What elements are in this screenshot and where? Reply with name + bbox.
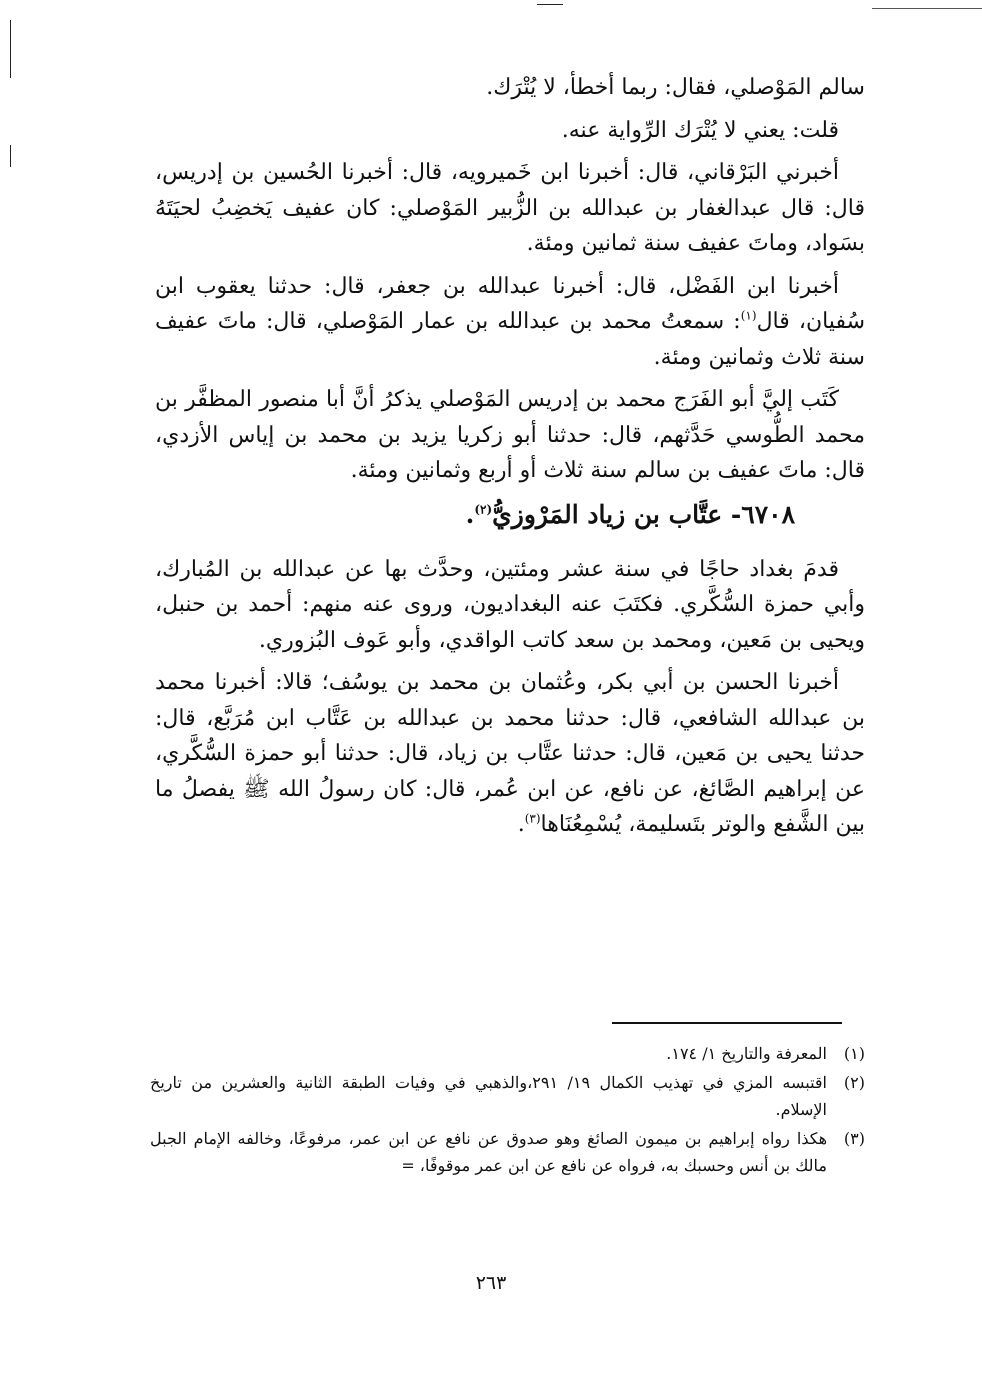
paragraph <box>155 269 865 376</box>
scan-artifact <box>10 145 11 167</box>
footnote-ref: (١) <box>740 308 757 323</box>
footnote-number: (١) <box>843 1044 865 1063</box>
paragraph: سالم المَوْصلي، فقال: ربما أخطأ، لا يُتْرَك. <box>486 75 865 100</box>
footnote <box>150 1125 865 1179</box>
footnote <box>150 1069 865 1123</box>
footnote-divider <box>612 1022 842 1024</box>
entry-heading <box>155 496 865 534</box>
scan-artifact <box>872 8 982 9</box>
heading-text: ٦٧٠٨- عتَّاب بن زياد المَرْوزيُّ <box>492 499 795 529</box>
footnote-text: المعرفة والتاريخ ١/ ١٧٤. <box>666 1044 827 1063</box>
paragraph: قدمَ بغداد حاجًا في سنة عشر ومئتين، وحدَّث بها عن عبدالله بن المُبارك، وأبي حمزة السُّكَّري. فكتَبَ عنه البغداديون، وروى عنه منهم: أحمد بن حنبل، ويحيى بن مَعين، ومحمد بن سعد كاتب الواقدي، وأبو عَوف البُزوري. <box>155 556 865 653</box>
footnote-text: هكذا رواه إبراهيم بن ميمون الصائغ وهو صدوق عن نافع عن ابن عمر، مرفوعًا، وخالفه الإمام الجبل مالك بن أنس وحسبك به، فرواه عن نافع عن ابن عمر موقوفًا، = <box>150 1129 827 1175</box>
main-text <box>155 70 865 850</box>
paragraph <box>155 665 865 843</box>
footnote-ref: (٢) <box>474 502 493 517</box>
paragraph-text: أخبرنا الحسن بن أبي بكر، وعُثمان بن محمد بن يوسُف؛ قالا: أخبرنا محمد بن عبدالله الشافعي، قال: حدثنا محمد بن عبدالله بن عَتَّاب ابن مُرَبَّع، قال: حدثنا يحيى بن مَعين، قال: حدثنا عتَّاب بن زياد، قال: حدثنا أبو حمزة السُّكَّري، عن إبراهيم الصَّائغ، عن نافع، عن ابن عُمر، قال: كان رسولُ الله ﷺ يفصلُ ما بين الشَّفع والوتر بتَسليمة، يُسْمِعُنَاها <box>155 670 865 837</box>
footnote-text: اقتبسه المزي في تهذيب الكمال ١٩/ ٢٩١،والذهبي في وفيات الطبقة الثانية والعشرين من تاريخ الإسلام. <box>150 1073 827 1119</box>
footnote-ref: (٣) <box>524 811 541 826</box>
footnote-number: (٣) <box>843 1129 865 1148</box>
heading-end: . <box>465 499 475 529</box>
paragraph: كَتَب إليَّ أبو الفَرَج محمد بن إدريس المَوْصلي يذكرُ أنَّ أبا منصور المظفَّر بن محمد الطُّوسي حَدَّثهم، قال: حدثنا أبو زكريا يزيد بن محمد بن إياس الأزدي، قال: ماتَ عفيف بن سالم سنة ثلاث أو أربع وثمانين ومئة. <box>155 387 865 483</box>
footnote-number: (٢) <box>843 1073 865 1092</box>
paragraph: أخبرني البَرْقاني، قال: أخبرنا ابن خَميرويه، قال: أخبرنا الحُسين بن إدريس، قال: قال عبدالغفار بن عبدالله بن الزُّبير المَوْصلي: كان عفيف يَخضِبُ لحيَتَهُ بسَواد، وماتَ عفيف سنة ثمانين ومئة. <box>155 160 865 256</box>
footnotes <box>150 1040 865 1181</box>
paragraph-text: : سمعتُ محمد بن عبدالله بن عمار المَوْصلي، قال: ماتَ عفيف سنة ثلاث وثمانين ومئة. <box>155 309 865 370</box>
page-number: ٢٦٣ <box>475 1272 507 1294</box>
scan-artifact <box>10 20 11 78</box>
paragraph-end: . <box>517 812 525 837</box>
paragraph-text: أخبرنا ابن الفَضْل، قال: أخبرنا عبدالله بن جعفر، قال: حدثنا يعقوب ابن سُفيان، قال <box>155 273 866 334</box>
paragraph: قلت: يعني لا يُتْرَك الرِّواية عنه. <box>561 117 839 143</box>
scan-artifact <box>537 4 563 5</box>
footnote <box>150 1040 865 1067</box>
